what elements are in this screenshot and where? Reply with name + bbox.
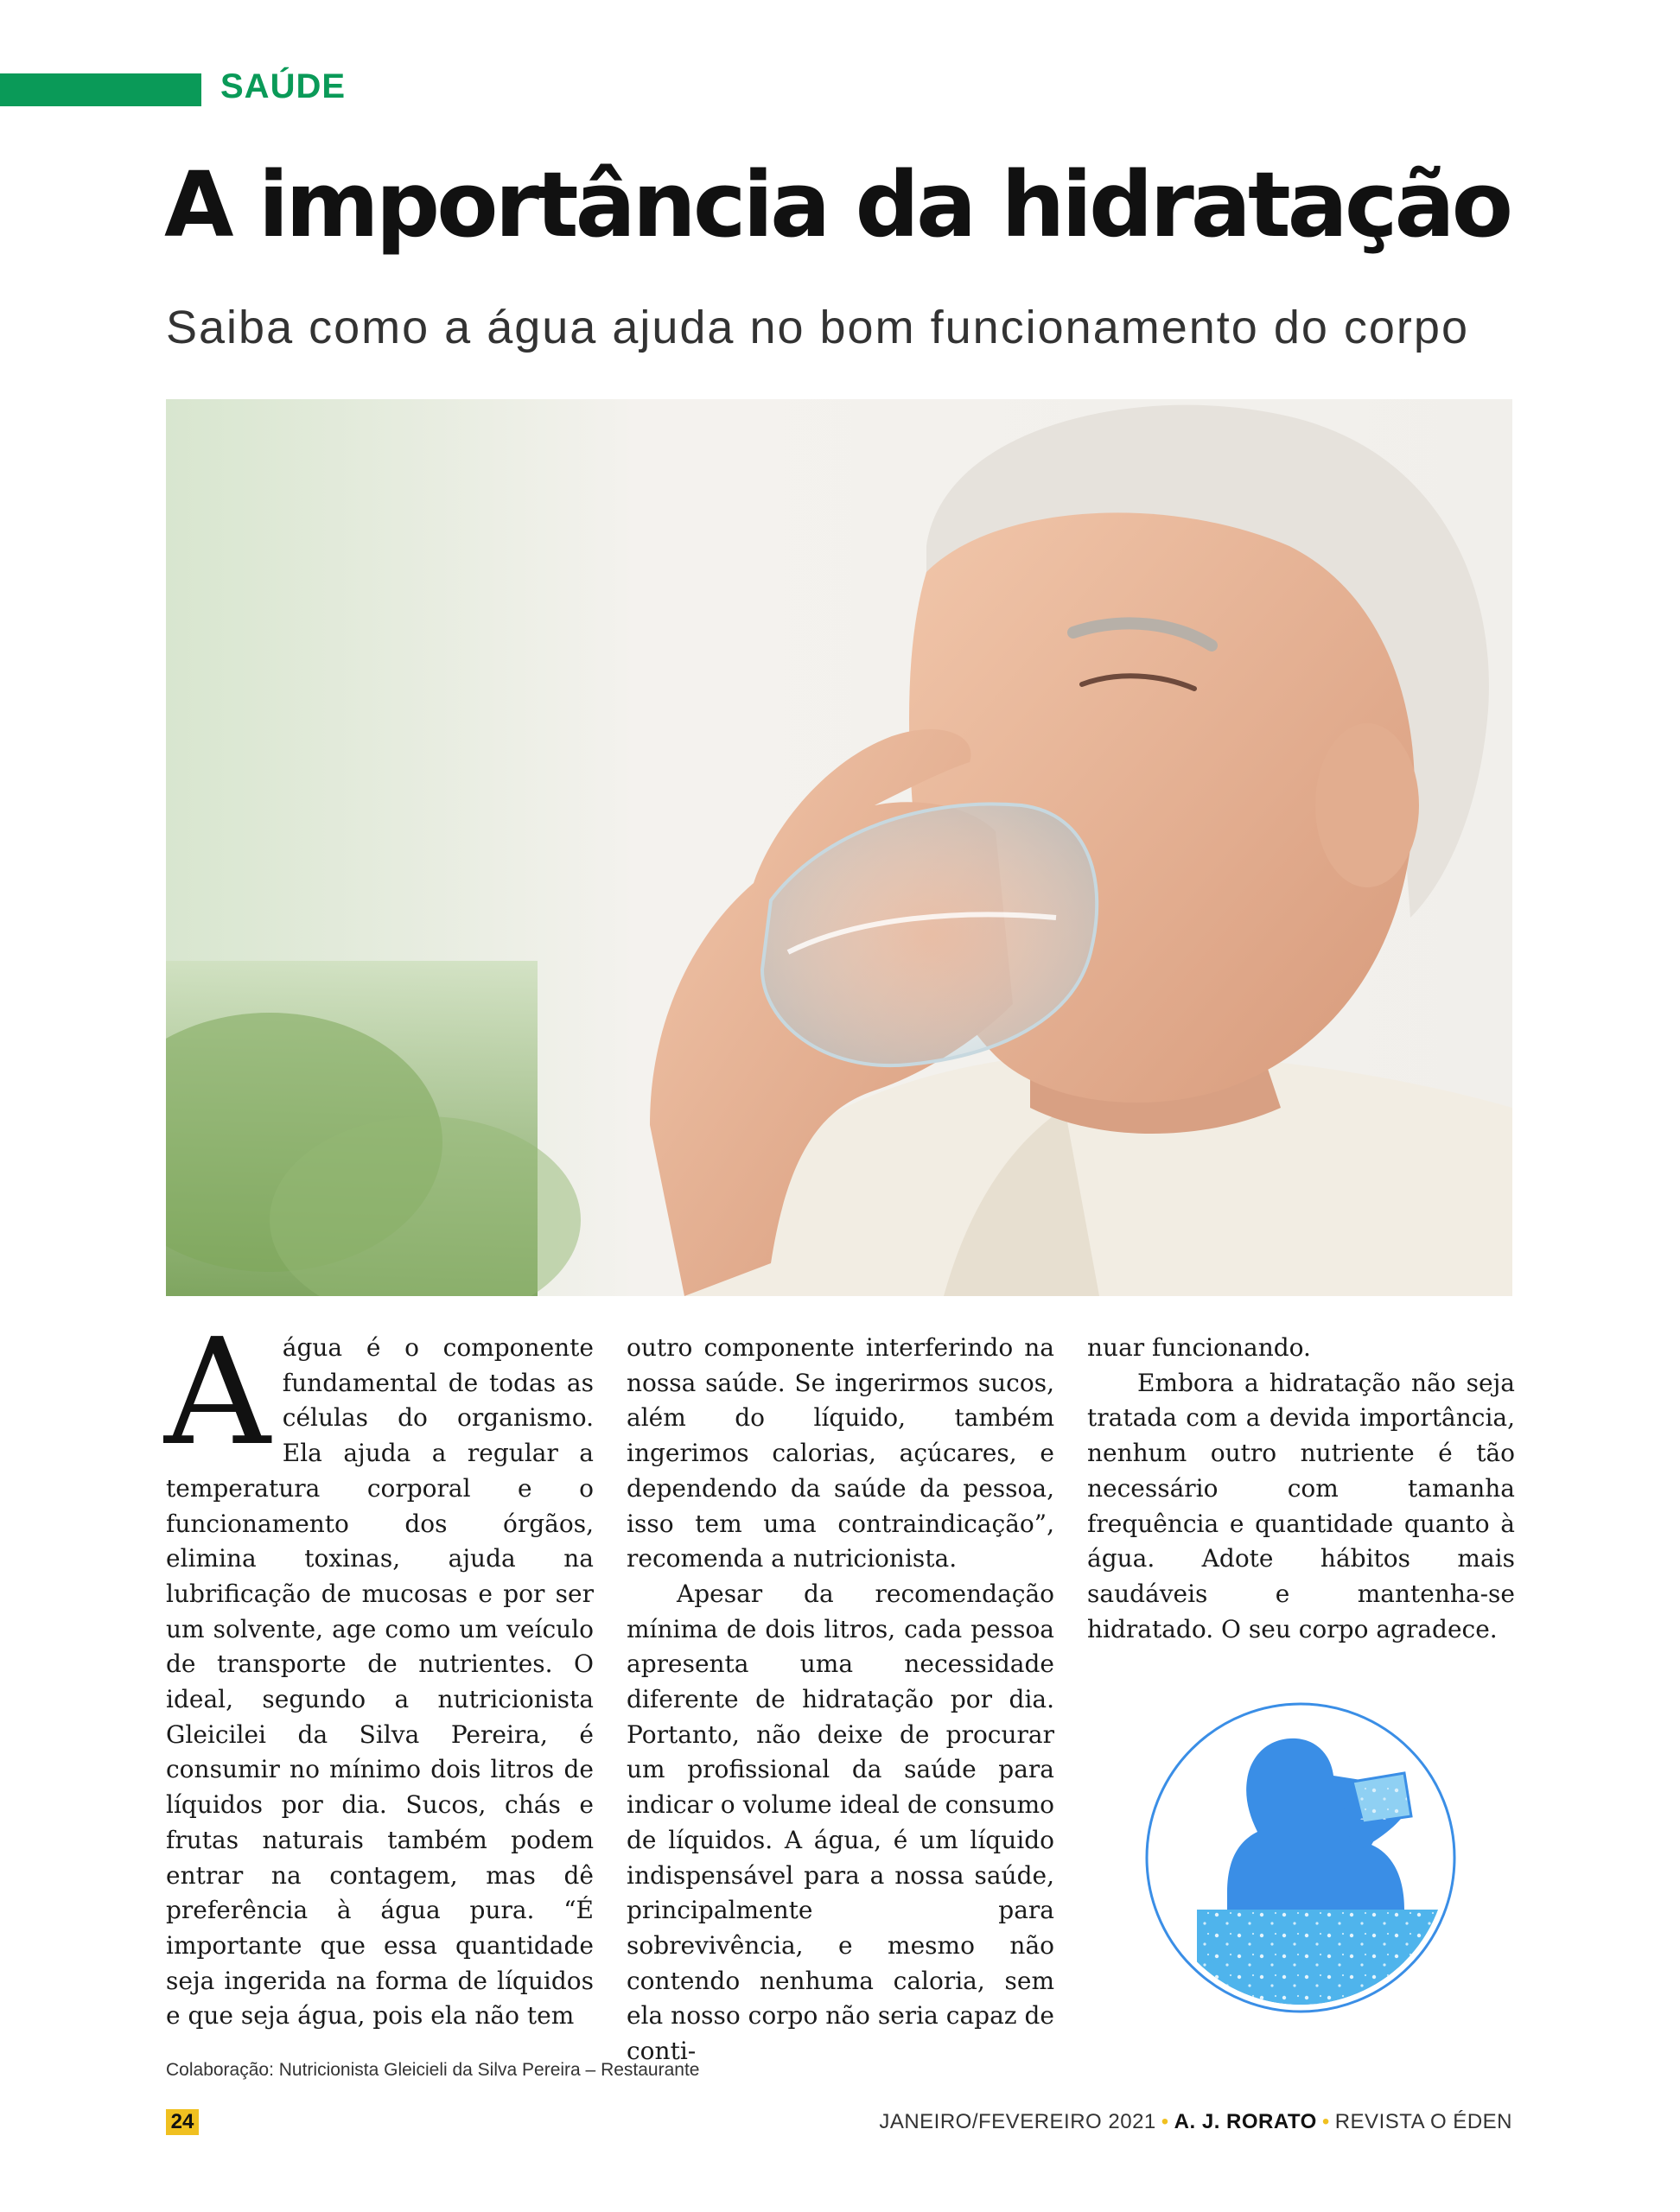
article-credit: Colaboração: Nutricionista Gleicieli da Silva Pereira – Restaurante [166, 2060, 700, 2080]
drop-cap: A [164, 1307, 270, 1478]
page-footer [879, 2109, 1512, 2135]
issue-date: JANEIRO/FEVEREIRO 2021 [879, 2110, 1156, 2133]
separator-dot-icon: • [1321, 2110, 1330, 2133]
article-paragraph: Apesar da recomendação mínima de dois litros, cada pessoa apresenta uma necessidade diferente de hidratação por dia. Portanto, não deixe de procurar um profissional da saúde para indicar o volume ideal de consumo de líquidos. A água, é um líquido indispensável para a nossa saúde, principalmente para sobrevivência, e mesmo não contendo nenhuma caloria, sem ela nosso corpo não seria capaz de conti- [627, 1579, 1054, 2066]
section-color-bar [0, 73, 201, 106]
separator-dot-icon: • [1161, 2110, 1169, 2133]
article-column-2 [627, 1331, 1054, 2069]
magazine-name: REVISTA O ÉDEN [1334, 2110, 1512, 2133]
person-drinking-water-icon [1145, 1702, 1456, 2013]
article-title: A importância da hidratação [164, 152, 1511, 257]
article-paragraph: outro componente interferindo na nossa saúde. Se ingerirmos sucos, além do líquido, também ingerimos calorias, açúcares, e dependendo da saúde da pessoa, isso tem uma contraindicação”, recomenda a nutricionista. [627, 1333, 1054, 1573]
elderly-man-drinking-water-photo [166, 399, 1512, 1296]
page-number: 24 [166, 2109, 199, 2135]
article-paragraph [164, 1307, 594, 2034]
article-column-1 [164, 1307, 594, 2034]
article-subtitle: Saiba como a água ajuda no bom funcionamento do corpo [166, 302, 1469, 353]
paragraph-text: água é o componente fundamental de todas as células do organismo. Ela ajuda a regular a temperatura corporal e o funcionamento dos órgãos, elimina toxinas, ajuda na lubrificação de mucosas e por ser um solvente, age como um veículo de transporte de nutrientes. O ideal, segundo a nutricionista Gleicilei da Silva Pereira, é consumir no mínimo dois litros de líquidos por dia. Sucos, chás e frutas naturais também podem entrar na contagem, mas dê preferência à água pura. “É importante que essa quantidade seja ingerida na forma de líquidos e que seja água, pois ela não tem [166, 1333, 594, 2031]
article-paragraph: Embora a hidratação não seja tratada com a devida importância, nenhum outro nutriente é tão necessário com tamanha frequência e quantidade quanto à água. Adote hábitos mais saudáveis e mantenha-se hidratado. O seu corpo agradece. [1087, 1368, 1515, 1643]
author-name: A. J. RORATO [1174, 2110, 1317, 2133]
article-column-3 [1087, 1331, 1515, 1647]
section-label: SAÚDE [220, 67, 347, 105]
article-paragraph: nuar funcionando. [1087, 1333, 1311, 1362]
